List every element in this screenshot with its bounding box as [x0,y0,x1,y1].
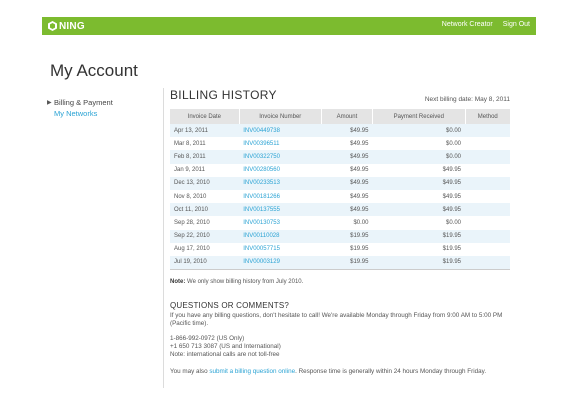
invoice-date-cell: Feb 8, 2011 [170,150,239,163]
amount-cell: $49.95 [350,167,369,174]
amount-cell: $49.95 [321,177,372,190]
phone-note: Note: international calls are not toll-free [170,351,280,359]
sidebar-item-label: Billing & Payment [54,97,113,107]
contact-info [170,335,510,359]
top-navigation-bar [42,17,536,35]
column-divider [163,88,164,388]
sidebar-item-billing-payment[interactable] [47,96,157,108]
method-cell [465,203,510,216]
table-row [170,256,510,269]
invoice-number-link[interactable]: INV00130753 [243,219,280,226]
payment-received-cell: $0.00 [446,219,462,226]
invoice-date-cell: Mar 8, 2011 [174,140,206,147]
table-row [170,177,510,190]
table-row [170,150,510,163]
method-cell [465,243,510,256]
payment-received-cell: $49.95 [442,167,462,174]
questions-title: QUESTIONS OR COMMENTS? [170,301,290,311]
method-cell [465,256,510,269]
invoice-number-link[interactable]: INV00233513 [239,177,321,190]
table-row [170,243,510,256]
method-cell [465,177,510,190]
amount-cell: $49.95 [350,140,369,147]
invoice-number-link[interactable]: INV00137555 [239,203,321,216]
payment-received-cell: $19.95 [442,246,462,253]
sidebar [47,96,157,120]
ning-logo[interactable] [48,20,85,32]
invoice-date-cell: Aug 17, 2010 [174,246,210,253]
sign-out-link[interactable]: Sign Out [502,21,530,28]
invoice-number-link[interactable]: INV00396511 [243,140,280,147]
table-row [170,216,510,229]
invoice-date-cell: Dec 13, 2010 [170,177,239,190]
amount-cell: $19.95 [321,230,372,243]
column-header-invoice-date[interactable]: Invoice Date [170,109,239,124]
amount-cell: $19.95 [350,246,369,253]
invoice-number-link[interactable]: INV00057715 [243,246,280,253]
triangle-right-icon: ▶ [47,99,52,106]
submit-billing-question-link[interactable]: submit a billing question online [209,368,296,376]
amount-cell: $0.00 [353,219,369,226]
billing-note [170,279,510,285]
network-creator-link[interactable]: Network Creator [441,21,493,28]
column-header-payment-received[interactable]: Payment Received [372,109,465,124]
invoice-date-cell: Nov 8, 2010 [174,193,207,200]
payment-received-cell: $49.95 [372,177,465,190]
invoice-date-cell: Oct 11, 2010 [170,203,239,216]
invoice-number-link[interactable]: INV00003129 [239,256,321,269]
amount-cell: $19.95 [321,256,372,269]
invoice-date-cell: Sep 28, 2010 [174,219,210,226]
questions-text: If you have any billing questions, don't hesitate to call! We're available Monday through Friday from 9:00 AM to 5:00 PM (Pacific time). [170,312,503,328]
amount-cell: $49.95 [350,193,369,200]
table-row [170,230,510,243]
invoice-date-cell: Jul 19, 2010 [170,256,239,269]
method-cell [465,150,510,163]
note-text: We only show billing history from July 2010. [185,279,304,286]
payment-received-cell: $19.95 [372,256,465,269]
next-billing-date: Next billing date: May 8, 2011 [424,96,510,103]
main-content [170,88,510,375]
table-row [170,203,510,216]
ning-logo-icon [48,21,57,31]
method-cell [465,137,510,150]
invoice-number-link[interactable]: INV00322750 [239,150,321,163]
method-cell [465,124,510,137]
page-title: My Account [50,61,138,80]
amount-cell: $49.95 [321,150,372,163]
method-cell [465,164,510,177]
table-row [170,124,510,137]
invoice-number-link[interactable]: INV00449738 [239,124,321,137]
method-cell [465,190,510,203]
payment-received-cell: $0.00 [372,124,465,137]
invoice-date-cell: Sep 22, 2010 [170,230,239,243]
sidebar-item-my-networks[interactable]: My Networks [54,109,98,118]
billing-history-table [170,109,510,269]
table-row [170,190,510,203]
amount-cell: $49.95 [321,124,372,137]
payment-received-cell: $19.95 [372,230,465,243]
invoice-number-link[interactable]: INV00181266 [243,193,280,200]
billing-history-title: BILLING HISTORY [170,88,277,102]
payment-received-cell: $0.00 [446,140,462,147]
invoice-number-link[interactable]: INV00110028 [239,230,321,243]
bottom-prefix: You may also [170,368,210,376]
phone-us: 1-866-992-0972 (US Only) [170,335,245,343]
logo-text: NING [59,20,85,32]
bottom-suffix: . Response time is generally within 24 hours Monday through Friday. [295,368,487,376]
invoice-number-link[interactable]: INV00280560 [243,167,280,174]
payment-received-cell: $49.95 [372,203,465,216]
invoice-date-cell: Apr 13, 2011 [170,124,239,137]
invoice-date-cell: Jan 9, 2011 [174,167,205,174]
column-header-amount[interactable]: Amount [321,109,372,124]
payment-received-cell: $0.00 [372,150,465,163]
column-header-invoice-number[interactable]: Invoice Number [239,109,321,124]
table-row [170,164,510,177]
table-row [170,137,510,150]
billing-question-line [170,368,510,375]
table-bottom-rule [170,269,510,270]
method-cell [465,216,510,229]
payment-received-cell: $49.95 [442,193,462,200]
note-label: Note: [170,279,186,286]
phone-international: +1 650 713 3087 (US and International) [170,343,281,351]
amount-cell: $49.95 [321,203,372,216]
method-cell [465,230,510,243]
column-header-method[interactable]: Method [465,109,510,124]
